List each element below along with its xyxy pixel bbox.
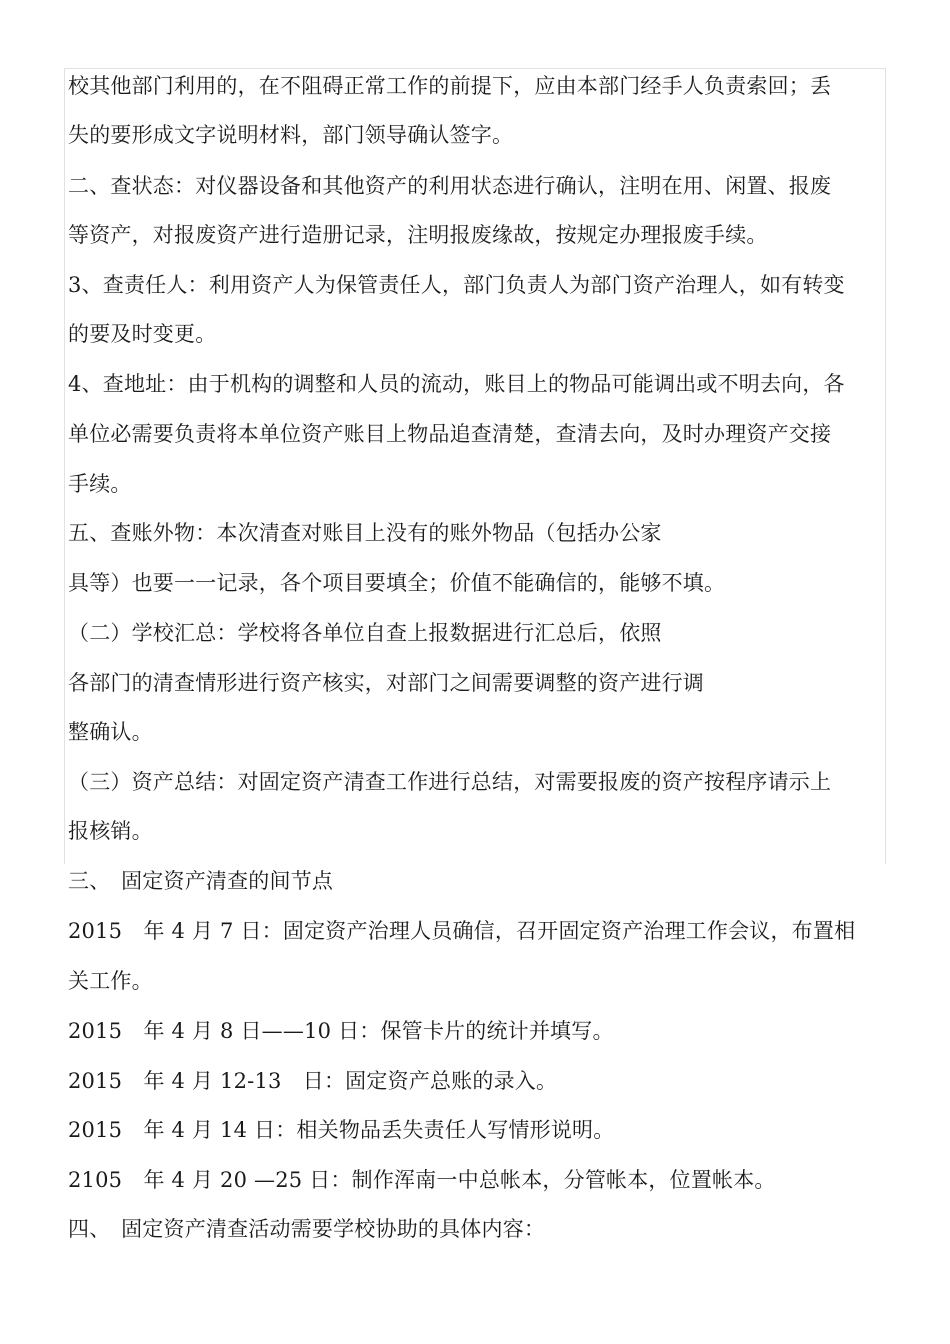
- paragraph-line: 等资产，对报废资产进行造册记录，注明报废缘故，按规定办理报废手续。: [68, 223, 768, 247]
- paragraph-line: 的要及时变更。: [68, 322, 217, 346]
- timeline-entry: 2105 年 4 月 20 —25 日：制作浑南一中总帐本，分管帐本，位置帐本。: [68, 1168, 776, 1192]
- paragraph-line: 各部门的清查情形进行资产核实，对部门之间需要调整的资产进行调: [68, 671, 704, 695]
- timeline-entry: 2015 年 4 月 7 日：固定资产治理人员确信，召开固定资产治理工作会议，布置相: [68, 919, 856, 943]
- section-heading: 四、 固定资产清查活动需要学校协助的具体内容：: [68, 1217, 546, 1241]
- paragraph-line: 手续。: [68, 472, 132, 496]
- paragraph-line: （二）学校汇总：学校将各单位自查上报数据进行汇总后，依照: [68, 621, 662, 645]
- paragraph-line: 五、查账外物：本次清查对账目上没有的账外物品（包括办公家: [68, 521, 662, 545]
- paragraph-line: 校其他部门利用的，在不阻碍正常工作的前提下，应由本部门经手人负责索回；丢: [68, 74, 832, 98]
- paragraph-line: 具等）也要一一记录，各个项目要填全；价值不能确信的，能够不填。: [68, 571, 726, 595]
- timeline-entry: 2015 年 4 月 8 日——10 日：保管卡片的统计并填写。: [68, 1019, 614, 1043]
- paragraph-line: 整确认。: [68, 720, 153, 744]
- paragraph-line: 4、查地址：由于机构的调整和人员的流动，账目上的物品可能调出或不明去向，各: [68, 372, 845, 396]
- section-heading: 三、 固定资产清查的间节点: [68, 869, 334, 893]
- timeline-entry: 2015 年 4 月 14 日：相关物品丢失责任人写情形说明。: [68, 1118, 615, 1142]
- timeline-entry: 2015 年 4 月 12-13 日：固定资产总账的录入。: [68, 1069, 558, 1093]
- timeline-entry: 关工作。: [68, 969, 153, 993]
- paragraph-line: （三）资产总结：对固定资产清查工作进行总结，对需要报废的资产按程序请示上: [68, 770, 832, 794]
- paragraph-line: 单位必需要负责将本单位资产账目上物品追查清楚，查清去向，及时办理资产交接: [68, 422, 832, 446]
- paragraph-line: 失的要形成文字说明材料，部门领导确认签字。: [68, 123, 514, 147]
- paragraph-line: 二、查状态：对仪器设备和其他资产的利用状态进行确认，注明在用、闲置、报废: [68, 174, 832, 198]
- paragraph-line: 报核销。: [68, 819, 153, 843]
- paragraph-line: 3、查责任人：利用资产人为保管责任人，部门负责人为部门资产治理人，如有转变: [68, 273, 845, 297]
